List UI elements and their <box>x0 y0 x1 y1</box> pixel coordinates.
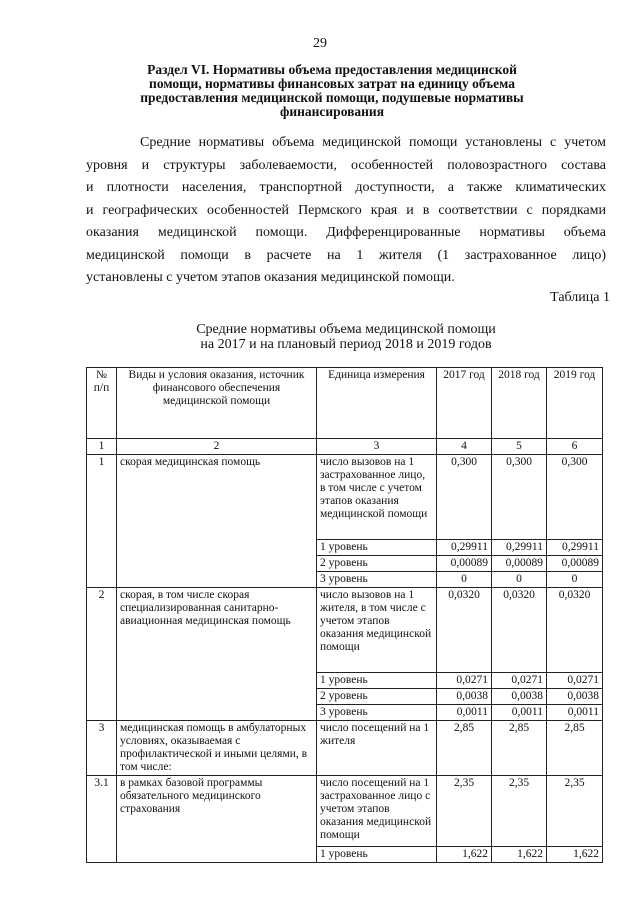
row-value-2019: 2,85 <box>547 721 603 776</box>
table-row <box>87 721 603 776</box>
level-value-2017: 0,00089 <box>437 556 492 572</box>
level-value-2017: 1,622 <box>437 847 492 863</box>
section-title <box>112 63 552 119</box>
level-label: 3 уровень <box>317 705 437 721</box>
row-value-2018: 2,35 <box>492 776 547 847</box>
row-num: 1 <box>87 455 117 588</box>
level-value-2019: 0,29911 <box>547 540 603 556</box>
row-value-2017: 0,0320 <box>437 588 492 673</box>
table-header-row <box>87 368 603 439</box>
row-value-2017: 0,300 <box>437 455 492 540</box>
row-value-2019: 0,300 <box>547 455 603 540</box>
row-kind: скорая медицинская помощь <box>117 455 317 588</box>
row-unit: число вызовов на 1 жителя, в том числе с учетом этапов оказания медицинской помощи <box>317 588 437 673</box>
level-value-2017: 0 <box>437 572 492 588</box>
row-unit: число посещений на 1 застрахованное лицо с учетом этапов оказания медицинской помощи <box>317 776 437 847</box>
level-label: 2 уровень <box>317 689 437 705</box>
level-value-2017: 0,0038 <box>437 689 492 705</box>
row-kind: в рамках базовой программы обязательного медицинского страхования <box>117 776 317 863</box>
row-value-2019: 2,35 <box>547 776 603 847</box>
row-value-2018: 0,300 <box>492 455 547 540</box>
header-kind: Виды и условия оказания, источник финансового обеспечения медицинской помощи <box>117 368 317 439</box>
table-title <box>86 322 606 352</box>
row-value-2017: 2,35 <box>437 776 492 847</box>
row-value-2018: 0,0320 <box>492 588 547 673</box>
table-row <box>87 776 603 847</box>
intro-line: и плотности населения, транспортной доступности, а также климатических <box>86 180 606 195</box>
level-value-2017: 0,29911 <box>437 540 492 556</box>
level-value-2018: 0 <box>492 572 547 588</box>
level-value-2019: 1,622 <box>547 847 603 863</box>
table-title-line: Средние нормативы объема медицинской помощи <box>196 322 496 337</box>
column-number: 2 <box>117 439 317 455</box>
norms-table <box>86 367 603 863</box>
level-value-2019: 0,00089 <box>547 556 603 572</box>
level-value-2019: 0,0038 <box>547 689 603 705</box>
row-value-2018: 2,85 <box>492 721 547 776</box>
row-num: 2 <box>87 588 117 721</box>
intro-line: Средние нормативы объема медицинской помощи установлены с учетом <box>140 135 606 150</box>
level-label: 1 уровень <box>317 673 437 689</box>
level-value-2019: 0 <box>547 572 603 588</box>
section-title-line: помощи, нормативы финансовых затрат на единицу объема <box>149 76 515 91</box>
row-unit: число посещений на 1 жителя <box>317 721 437 776</box>
level-value-2018: 0,0038 <box>492 689 547 705</box>
row-value-2019: 0,0320 <box>547 588 603 673</box>
intro-line: установлены с учетом этапов оказания медицинской помощи. <box>86 270 455 285</box>
page-number: 29 <box>313 36 327 51</box>
row-num: 3.1 <box>87 776 117 863</box>
level-value-2017: 0,0011 <box>437 705 492 721</box>
intro-line: и географических особенностей Пермского края и в соответствии с порядками <box>86 202 606 218</box>
column-number: 5 <box>492 439 547 455</box>
level-label: 3 уровень <box>317 572 437 588</box>
level-value-2019: 0,0011 <box>547 705 603 721</box>
level-value-2018: 0,00089 <box>492 556 547 572</box>
column-number: 1 <box>87 439 117 455</box>
intro-line: уровня и структуры заболеваемости, особенностей половозрастного состава <box>86 157 606 173</box>
intro-line: оказания медицинской помощи. Дифференцированные нормативы объема <box>86 225 606 240</box>
table-title-line: на 2017 и на плановый период 2018 и 2019 годов <box>200 337 492 352</box>
level-value-2017: 0,0271 <box>437 673 492 689</box>
column-number: 4 <box>437 439 492 455</box>
level-value-2018: 1,622 <box>492 847 547 863</box>
row-kind: скорая, в том числе скорая специализированная санитарно-авиационная медицинская помощь <box>117 588 317 721</box>
row-unit: число вызовов на 1 застрахованное лицо, в том числе с учетом этапов оказания медицинской помощи <box>317 455 437 540</box>
section-title-line: финансирования <box>279 104 385 119</box>
table-row <box>87 588 603 673</box>
section-title-line: Раздел VI. Нормативы объема предоставления медицинской <box>147 62 517 77</box>
column-number: 3 <box>317 439 437 455</box>
level-label: 1 уровень <box>317 540 437 556</box>
header-2017: 2017 год <box>437 368 492 439</box>
intro-paragraph <box>86 132 606 290</box>
column-number: 6 <box>547 439 603 455</box>
level-value-2018: 0,0011 <box>492 705 547 721</box>
header-num: № п/п <box>87 368 117 439</box>
row-value-2017: 2,85 <box>437 721 492 776</box>
header-unit: Единица измерения <box>317 368 437 439</box>
level-value-2018: 0,29911 <box>492 540 547 556</box>
row-num: 3 <box>87 721 117 776</box>
level-value-2018: 0,0271 <box>492 673 547 689</box>
section-title-line: предоставления медицинской помощи, подушевые нормативы <box>140 90 524 105</box>
header-2018: 2018 год <box>492 368 547 439</box>
table-row <box>87 455 603 540</box>
level-label: 2 уровень <box>317 556 437 572</box>
level-label: 1 уровень <box>317 847 437 863</box>
column-number-row <box>87 439 603 455</box>
row-kind: медицинская помощь в амбулаторных условиях, оказываемая с профилактической и иными целями, в том числе: <box>117 721 317 776</box>
table-label: Таблица 1 <box>550 290 610 305</box>
level-value-2019: 0,0271 <box>547 673 603 689</box>
header-2019: 2019 год <box>547 368 603 439</box>
intro-line: медицинской помощи в расчете на 1 жителя (1 застрахованное лицо) <box>86 247 606 263</box>
